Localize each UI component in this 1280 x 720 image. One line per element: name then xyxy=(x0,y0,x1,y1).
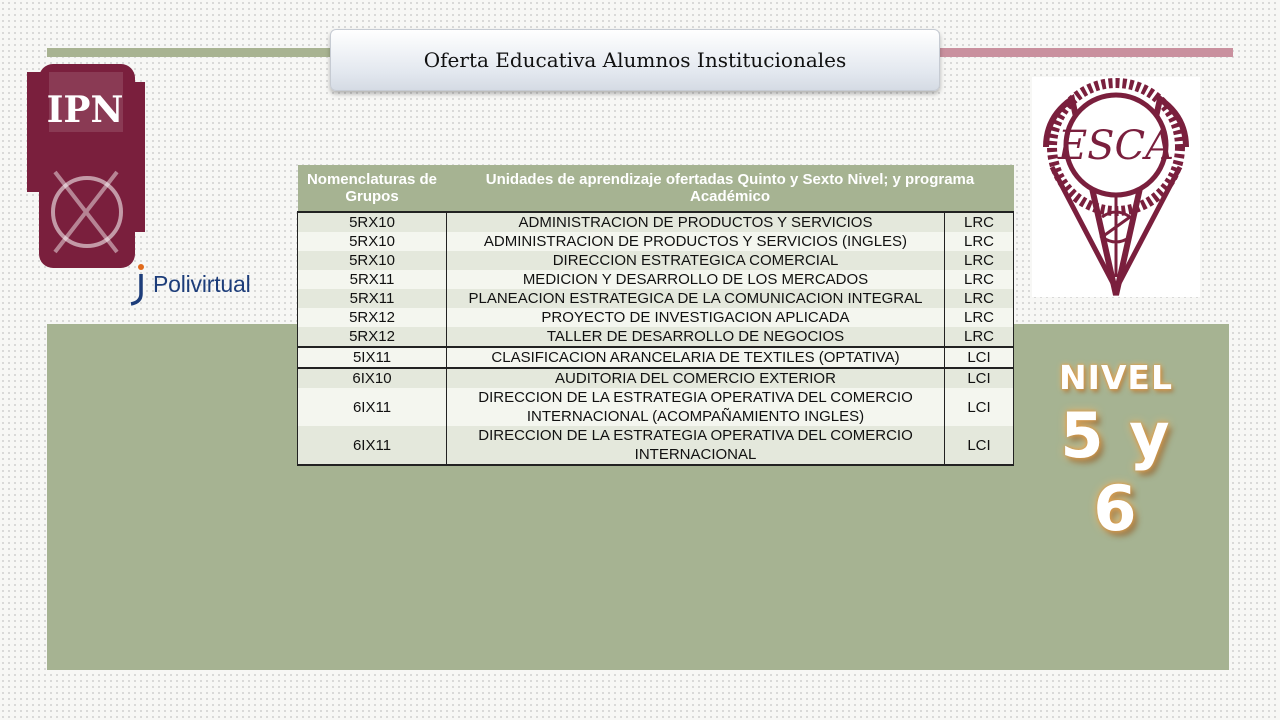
cell-programa: LCI xyxy=(945,388,1014,426)
cell-unidad: TALLER DE DESARROLLO DE NEGOCIOS xyxy=(447,327,945,347)
nivel-badge xyxy=(1032,358,1200,545)
table-row xyxy=(298,289,1014,308)
table-row xyxy=(298,212,1014,232)
cell-grupo: 5RX10 xyxy=(298,212,447,232)
cell-programa: LRC xyxy=(945,327,1014,347)
cell-programa: LRC xyxy=(945,270,1014,289)
nivel-label: NIVEL xyxy=(1058,358,1173,397)
title-banner xyxy=(330,29,940,91)
table-row xyxy=(298,270,1014,289)
page-title: Oferta Educativa Alumnos Institucionales xyxy=(423,48,847,72)
cell-unidad: DIRECCION DE LA ESTRATEGIA OPERATIVA DEL COMERCIO INTERNACIONAL xyxy=(447,426,945,465)
esca-logo xyxy=(1032,77,1200,297)
cell-grupo: 5RX12 xyxy=(298,308,447,327)
col-header-unidades: Unidades de aprendizaje ofertadas Quinto y Sexto Nivel; y programa Académico xyxy=(447,165,1014,212)
decorative-bar-right xyxy=(935,48,1233,57)
course-table xyxy=(297,165,1014,466)
cell-unidad: ADMINISTRACION DE PRODUCTOS Y SERVICIOS (INGLES) xyxy=(447,232,945,251)
table-row xyxy=(298,327,1014,347)
esca-logo-text: ESCA xyxy=(1057,123,1175,169)
cell-programa: LRC xyxy=(945,232,1014,251)
nivel-value: 5 y 6 xyxy=(1060,399,1172,545)
cell-unidad: MEDICION Y DESARROLLO DE LOS MERCADOS xyxy=(447,270,945,289)
polivirtual-label: Polivirtual xyxy=(153,270,251,297)
cell-grupo: 6IX11 xyxy=(298,388,447,426)
ipn-logo xyxy=(25,62,147,277)
cell-programa: LRC xyxy=(945,212,1014,232)
cell-unidad: DIRECCION ESTRATEGICA COMERCIAL xyxy=(447,251,945,270)
cell-grupo: 6IX11 xyxy=(298,426,447,465)
cell-programa: LRC xyxy=(945,251,1014,270)
cell-unidad: CLASIFICACION ARANCELARIA DE TEXTILES (OPTATIVA) xyxy=(447,347,945,368)
table-row xyxy=(298,347,1014,368)
table-row xyxy=(298,232,1014,251)
cell-grupo: 6IX10 xyxy=(298,368,447,388)
cell-grupo: 5IX11 xyxy=(298,347,447,368)
cell-grupo: 5RX10 xyxy=(298,251,447,270)
col-header-grupos: Nomenclaturas de Grupos xyxy=(298,165,447,212)
polivirtual-logo xyxy=(125,262,251,306)
cell-unidad: PROYECTO DE INVESTIGACION APLICADA xyxy=(447,308,945,327)
table-row xyxy=(298,388,1014,426)
cell-programa: LCI xyxy=(945,368,1014,388)
cell-grupo: 5RX11 xyxy=(298,270,447,289)
cell-programa: LCI xyxy=(945,347,1014,368)
table-header-row xyxy=(298,165,1014,212)
ipn-logo-text: IPN xyxy=(46,89,124,131)
cell-unidad: PLANEACION ESTRATEGICA DE LA COMUNICACION INTEGRAL xyxy=(447,289,945,308)
table-row xyxy=(298,426,1014,465)
cell-grupo: 5RX12 xyxy=(298,327,447,347)
polivirtual-icon xyxy=(125,262,151,306)
cell-grupo: 5RX11 xyxy=(298,289,447,308)
table-row xyxy=(298,308,1014,327)
cell-unidad: ADMINISTRACION DE PRODUCTOS Y SERVICIOS xyxy=(447,212,945,232)
cell-programa: LRC xyxy=(945,289,1014,308)
table-row xyxy=(298,368,1014,388)
cell-unidad: DIRECCION DE LA ESTRATEGIA OPERATIVA DEL COMERCIO INTERNACIONAL (ACOMPAÑAMIENTO INGLES) xyxy=(447,388,945,426)
cell-unidad: AUDITORIA DEL COMERCIO EXTERIOR xyxy=(447,368,945,388)
table-row xyxy=(298,251,1014,270)
cell-programa: LCI xyxy=(945,426,1014,465)
cell-grupo: 5RX10 xyxy=(298,232,447,251)
cell-programa: LRC xyxy=(945,308,1014,327)
decorative-bar-left xyxy=(47,48,337,57)
